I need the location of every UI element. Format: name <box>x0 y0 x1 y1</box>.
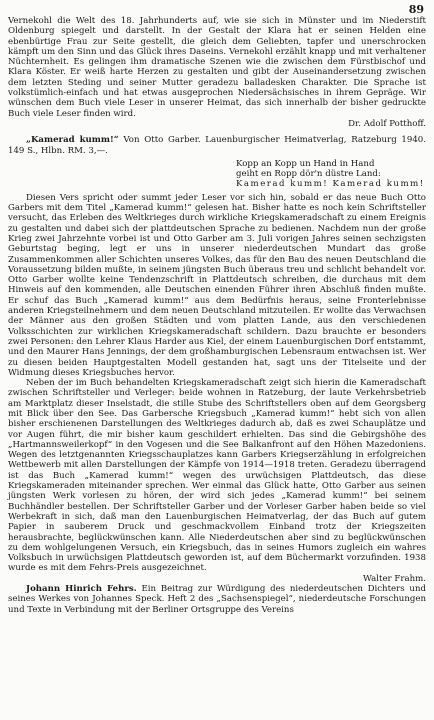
review2-poem <box>8 159 426 190</box>
poem-line: geiht en Ropp dör'n düstre Land: <box>236 169 381 180</box>
review1-body: Vernekohl die Welt des 18. Jahrhunderts auf, wie sie sich in Münster und im Niederstift Oldenburg spiegelt und darstellt. In der Gestalt der Klara hat er seinen Helden eine ebenbürtige Frau zur Seite gestellt, die gleich dem Geliebten, tapfer und unerschrocken kämpft um den Sinn und das Glück ihres Daseins. Vernekohl erzählt knapp und mit verhaltener Nüchternheit. Es gelingen ihm dramatische Szenen wie die zwischen dem Fürstbischof und Klara Köster. Er weiß harte Herzen zu gestalten und gibt der Auseinandersetzung zwischen dem letzten Steding und seiner Mutter geradezu balladesken Charakter. Die Sprache ist volkstümlich-einfach und hat etwas ausgeprochen Niedersächsisches in ihrem Gepräge. Wir wünschen dem Buch viele Leser in unserer Heimat, das sich innerhalb der bisher gedruckte Buch viele Leser finden wird. <box>8 16 426 119</box>
poem-line: Kamerad kumm! Kamerad kumm! <box>236 179 425 190</box>
review2-title: „Kamerad kumm!“ <box>26 135 119 146</box>
review3-heading <box>8 584 426 615</box>
text-column <box>8 16 426 615</box>
review2-bibliography: Von Otto Garber. Lauenburgischer Heimatverlag, Ratzeburg 1940. 149 S., Hlbn. RM. 3,—. <box>8 135 426 156</box>
review2-paragraph: Neben der im Buch behandelten Kriegskameradschaft zeigt sich hierin die Kameradschaft zwischen Schriftsteller und Verleger: beide wohnen in Ratzeburg, der laute Verkehrsbetrieb am Marktplatz dieser Inselstadt, die stille Stube des Schriftstellers oben auf dem Georgsberg mit Blick über den See. Das Garbersche Kriegsbuch „Kamerad kumm!“ hebt sich von allen bisher erschienenen Darstellungen des Weltkrieges dadurch ab, daß es zwei Schauplätze und vor Augen führt, die mir bisher kaum geschildert erhielten. Das sind die Gebirgshöhe des „Hartmannsweilerkopf“ in den Vogesen und die See Balkanfront auf den Höhen Mazedoniens. Wegen des letztgenannten Kriegsschauplatzes kann Garbers Kriegserzählung in erfolgreichen Wettbewerb mit allen Darstellungen der Kämpfe von 1914—1918 treten. Geradezu überragend ist das Buch „Kamerad kumm!“ wegen des urwüchsigen Plattdeutsch, das diese Kriegskameraden miteinander sprechen. Wer einmal das Glück hatte, Otto Garber aus seinen jüngsten Werk vorlesen zu hören, der wird sich jedes „Kamerad kumm!“ bei seinem Buchhändler bestellen. Der Schriftsteller Garber und der Vorleser Garber haben beide so viel Werbekraft in sich, daß man den Lauenburgischen Heimatverlag, der das Buch auf gutem Papier in sauberem Druck und geschmackvollem Einband trotz der Kriegszeiten herausbrachte, beglückwünschen kann. Alle Niederdeutschen aber sind zu beglückwünschen zu dem wohlgelungenen Versuch, ein Kriegsbuch, das in seines Humors zugleich ein wahres Volksbuch in urwüchsigen Plattdeutsch geworden ist, auf dem Büchermarkt vorzufinden. 1938 wurde es mit dem Fehrs-Preis ausgezeichnet. <box>8 378 426 574</box>
review2-signature: Walter Frahm. <box>363 573 426 584</box>
review2-paragraph: Diesen Vers spricht oder summt jeder Leser vor sich hin, sobald er das neue Buch Otto Garbers mit dem Titel „Kamerad kumm!“ gelesen hat. Bisher hatte es noch kein Schriftsteller versucht, das Erleben des Weltkrieges durch wirkliche Kriegskameradschaft zu einem Ereignis zu gestalten und dabei sich der plattdeutschen Sprache zu bedienen. Nachdem nun der große Krieg zwei Jahrzehnte vorbei ist und Otto Garber am 3. Juli vorigen Jahres seinen sechzigsten Geburtstag beging, legt er uns in unserer niederdeutschen Mundart das große Zusammenkommen aller Schichten unseres Volkes, das für den Bau des neuen Deutschland die Voraussetzung bilden mußte, in seinem jüngsten Buch überaus treu und schlicht behandelt vor. Otto Garber wollte keine Tendenzschrift in Plattdeutsch schreiben, die durchaus mit dem Hinweis auf den kommenden, alle Deutschen einenden Führer ihren Abschluß finden mußte. Er schuf das Buch „Kamerad kumm!“ aus dem Bedürfnis heraus, seine Fronterlebnisse anderen Kriegsteilnehmern und dem neuen Deutschland mitzuteilen. Er wollte das Verwachsen der Männer aus den großen Städten und vom platten Lande, aus den verschiedenen Volksschichten zur wirklichen Kriegskameradschaft schildern. Dazu brauchte er besonders zwei Personen: den Lehrer Klaus Harder aus Kiel, der einem Lauenburgischen Dorf entstammt, und den Maurer Hans Jennings, der dem großhamburgischen Lebensraum entwachsen ist. Wer zu diesen beiden Hauptgestalten Modell gestanden hat, sagt uns der Titelseite und der Widmung dieses Kriegsbuches hervor. <box>8 192 426 378</box>
review1-signature: Dr. Adolf Potthoff. <box>348 118 426 129</box>
poem-line: Kopp an Kopp un Hand in Hand <box>236 158 375 169</box>
review3-body: Ein Beitrag zur Würdigung des niederdeutschen Dichters und seines Werkes von Johannes Speck. Heft 2 des „Sachsenspiegel“, niederdeutsche Forschungen und Texte in Verbindung mit der Berliner Ortsgruppe des Vereins <box>8 584 426 615</box>
review2-heading <box>8 135 426 156</box>
review3-title: Johann Hinrich Fehrs. <box>26 584 137 595</box>
page-number: 89 <box>408 3 424 16</box>
